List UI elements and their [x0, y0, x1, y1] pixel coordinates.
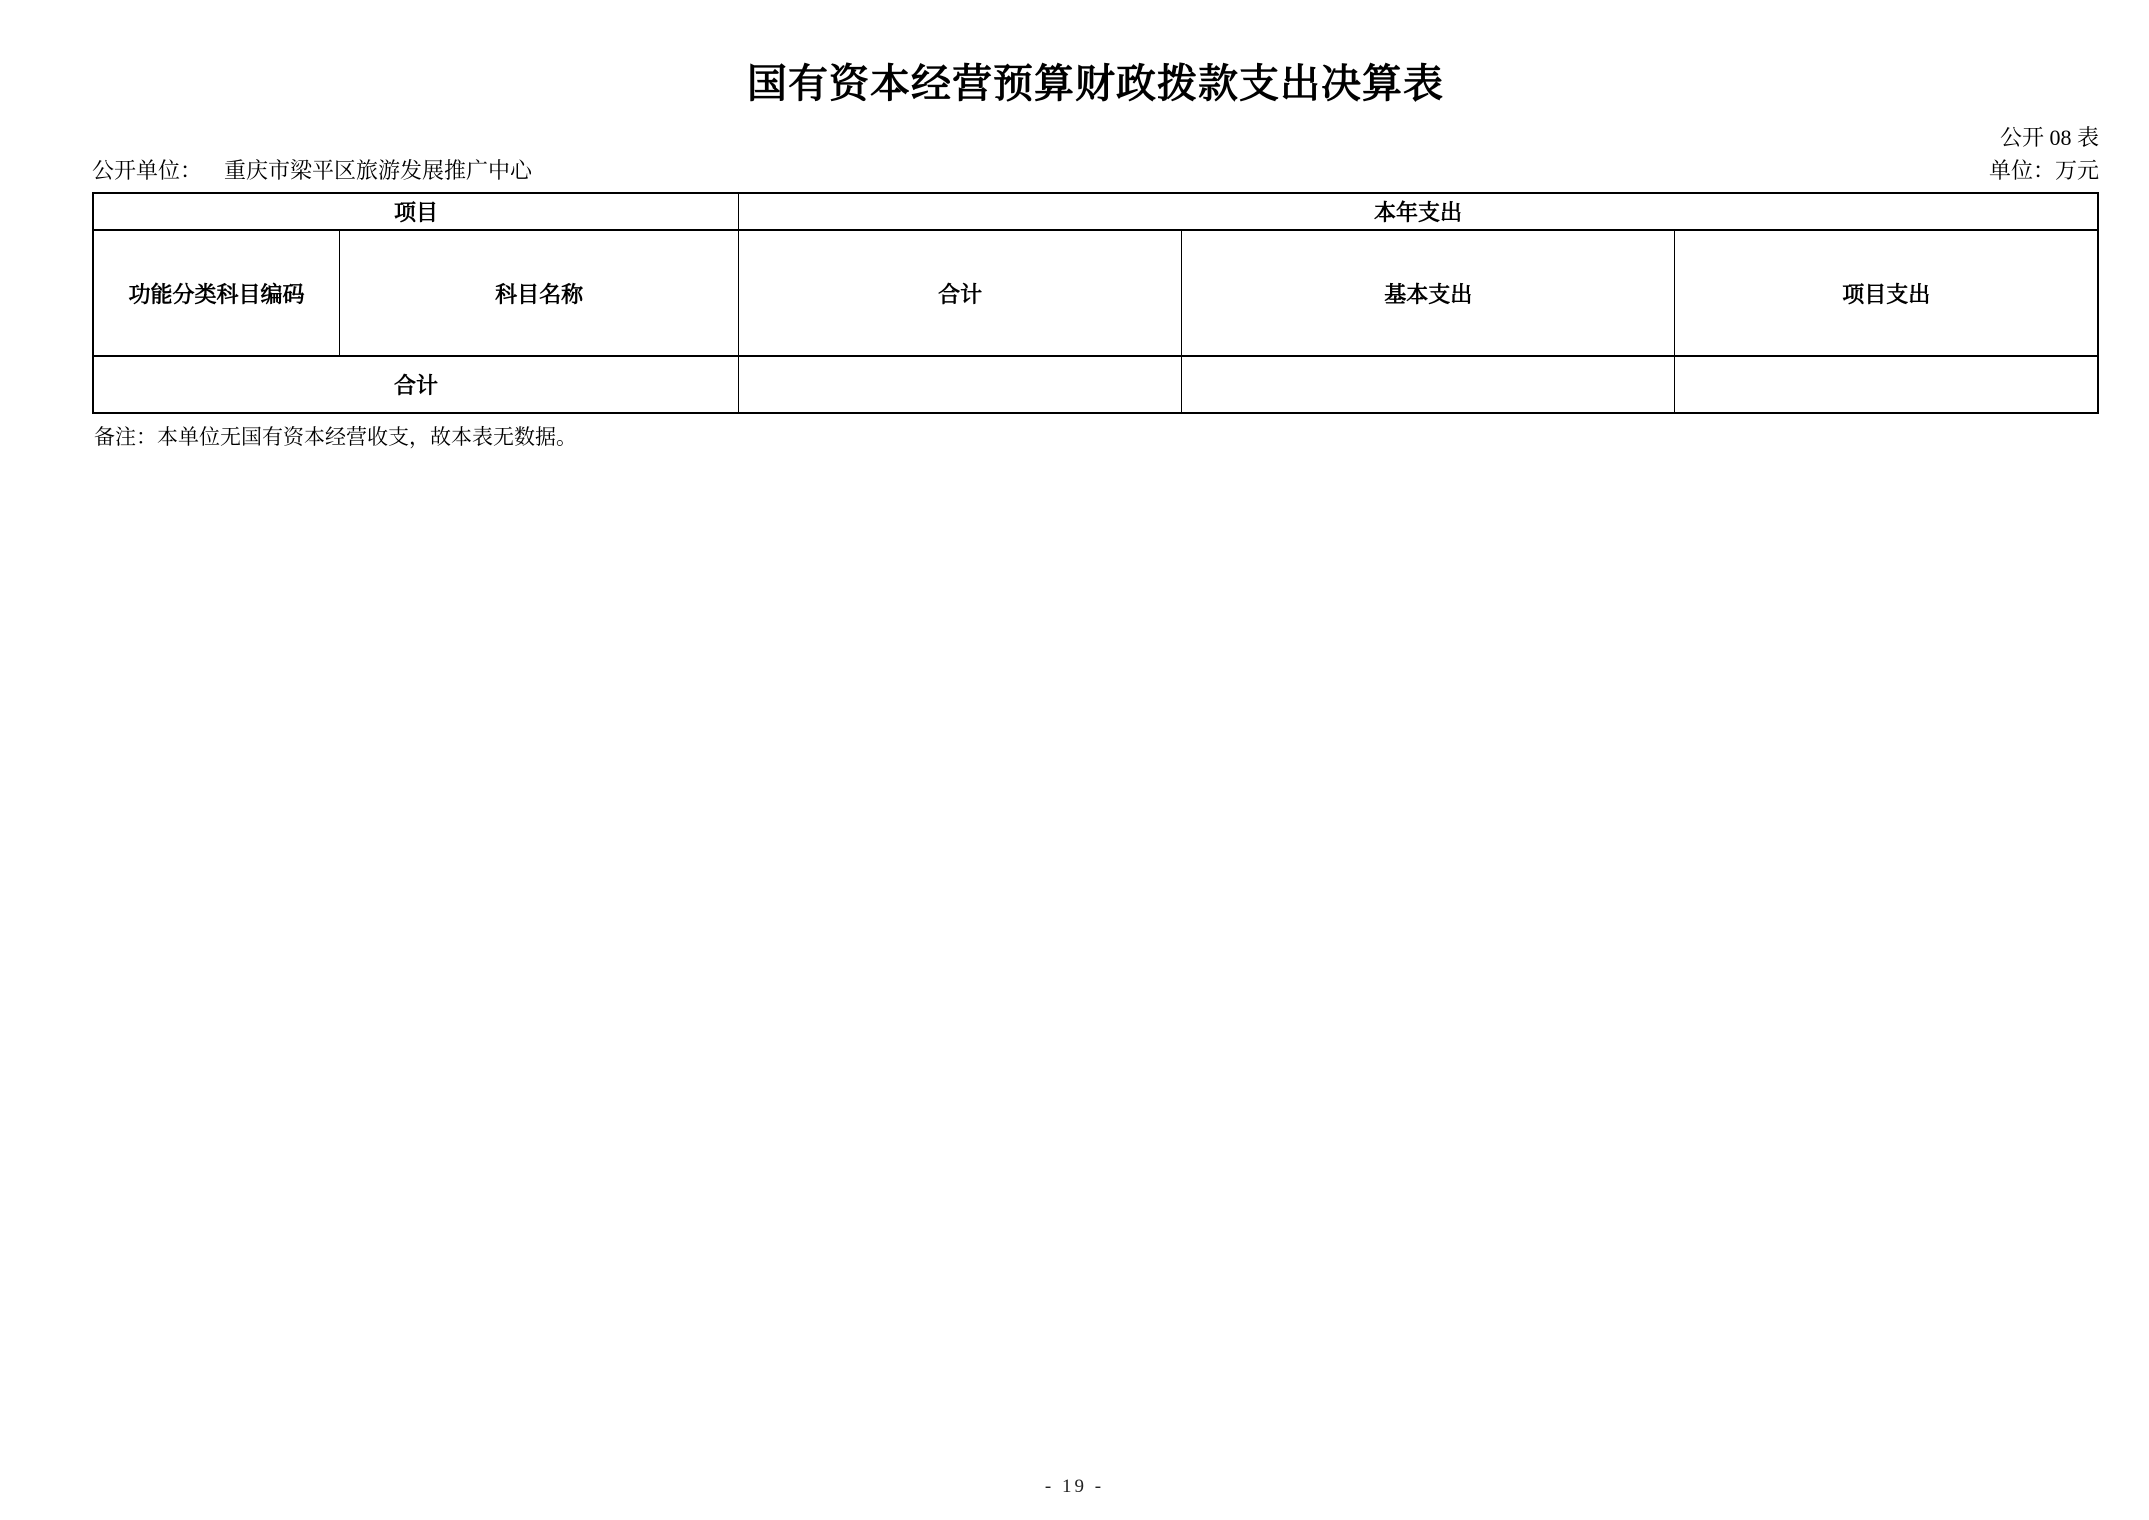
column-header-basic-expenditure: 基本支出: [1182, 230, 1675, 356]
publishing-unit-name: 重庆市梁平区旅游发展推广中心: [224, 158, 533, 183]
group-header-project: 项目: [93, 193, 739, 230]
publishing-unit-label: 公开单位：: [92, 158, 203, 183]
column-header-function-code: 功能分类科目编码: [93, 230, 340, 356]
table-code-label: 公开 08 表: [1999, 125, 2099, 150]
table-column-header-row: [93, 230, 2098, 356]
group-header-current-year-expenditure: 本年支出: [739, 193, 2098, 230]
column-header-project-expenditure: 项目支出: [1675, 230, 2098, 356]
total-row-project-value: [1675, 356, 2098, 413]
table-group-header-row: [93, 193, 2098, 230]
note-text: 备注：本单位无国有资本经营收支，故本表无数据。: [94, 425, 577, 449]
currency-unit-label: 单位：万元: [1988, 158, 2099, 183]
column-header-subject-name: 科目名称: [340, 230, 739, 356]
meta-row: [92, 156, 2099, 185]
budget-table: [92, 192, 2099, 414]
page-number: - 19 -: [1044, 1476, 1105, 1497]
column-header-total: 合计: [739, 230, 1182, 356]
total-row-basic-value: [1182, 356, 1675, 413]
total-row-total-value: [739, 356, 1182, 413]
publishing-unit: [92, 156, 532, 185]
page-title: 国有资本经营预算财政拨款支出决算表: [747, 61, 1444, 106]
total-row-label: 合计: [93, 356, 739, 413]
table-row: [93, 356, 2098, 413]
